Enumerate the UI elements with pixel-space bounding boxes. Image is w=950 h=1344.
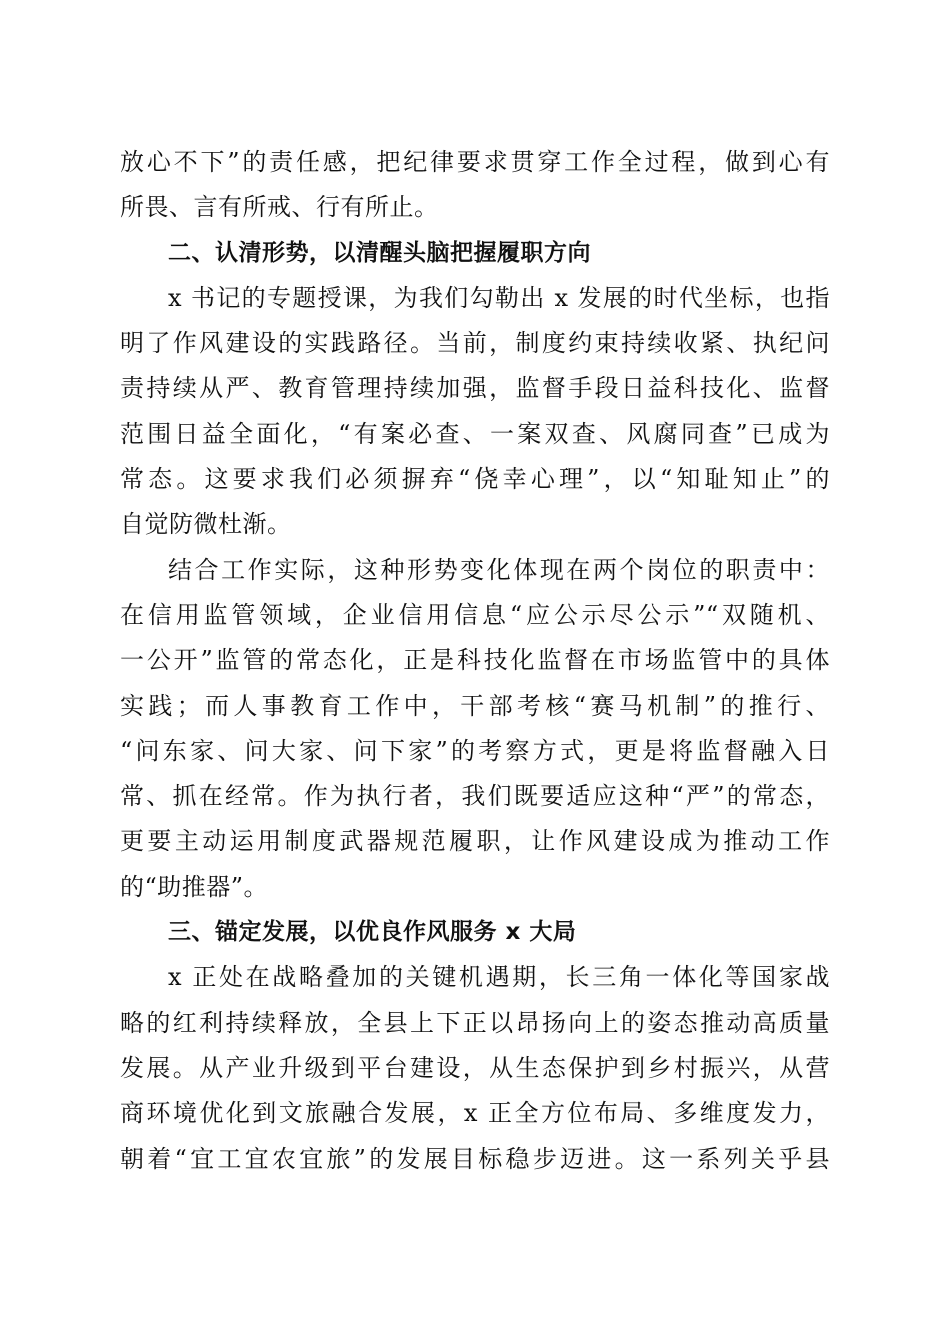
text-line: 在信用监管领域，企业信用信息“应公示尽公示”“双随机、 xyxy=(120,600,830,629)
text-line: 所畏、言有所戒、行有所止。 xyxy=(120,193,439,222)
text-line: 常态。这要求我们必须摒弃“侥幸心理”，以“知耻知止”的 xyxy=(120,465,830,494)
section-heading-2: 二、认清形势，以清醒头脑把握履职方向 xyxy=(168,239,591,266)
text-line: 结合工作实际，这种形势变化体现在两个岗位的职责中： xyxy=(168,555,830,584)
text-line: 的“助推器”。 xyxy=(120,872,269,901)
text-line: “问东家、问大家、问下家”的考察方式，更是将监督融入日 xyxy=(120,736,830,765)
text-line: 实践；而人事教育工作中，干部考核“赛马机制”的推行、 xyxy=(120,691,830,720)
document-body xyxy=(120,140,830,1182)
section2-paragraph-2 xyxy=(120,548,830,910)
text-line: 自觉防微杜渐。 xyxy=(120,510,292,539)
text-line: x 书记的专题授课，为我们勾勒出 x 发展的时代坐标，也指 xyxy=(168,283,830,312)
text-line: 更要主动运用制度武器规范履职，让作风建设成为推动工作 xyxy=(120,827,830,856)
continuation-paragraph xyxy=(120,140,830,231)
section3-paragraph-1 xyxy=(120,955,830,1181)
text-line: 放心不下”的责任感，把纪律要求贯穿工作全过程，做到心有 xyxy=(120,148,830,176)
text-line: 商环境优化到文旅融合发展，x 正全方位布局、多维度发力， xyxy=(120,1099,830,1128)
section-heading-3: 三、锚定发展，以优良作风服务 x 大局 xyxy=(168,919,577,946)
text-line: 明了作风建设的实践路径。当前，制度约束持续收紧、执纪问 xyxy=(120,329,830,358)
section2-paragraph-1 xyxy=(120,276,830,548)
text-line: 范围日益全面化，“有案必查、一案双查、风腐同查”已成为 xyxy=(120,419,830,448)
text-line: 发展。从产业升级到平台建设，从生态保护到乡村振兴，从营 xyxy=(120,1053,830,1082)
text-line: 朝着“宜工宜农宜旅”的发展目标稳步迈进。这一系列关乎县 xyxy=(120,1144,830,1173)
text-line: 略的红利持续释放，全县上下正以昂扬向上的姿态推动高质量 xyxy=(120,1008,830,1037)
text-line: x 正处在战略叠加的关键机遇期，长三角一体化等国家战 xyxy=(168,963,830,992)
text-line: 一公开”监管的常态化，正是科技化监督在市场监管中的具体 xyxy=(120,646,830,675)
text-line: 责持续从严、教育管理持续加强，监督手段日益科技化、监督 xyxy=(120,374,830,403)
text-line: 常、抓在经常。作为执行者，我们既要适应这种“严”的常态， xyxy=(120,782,830,811)
